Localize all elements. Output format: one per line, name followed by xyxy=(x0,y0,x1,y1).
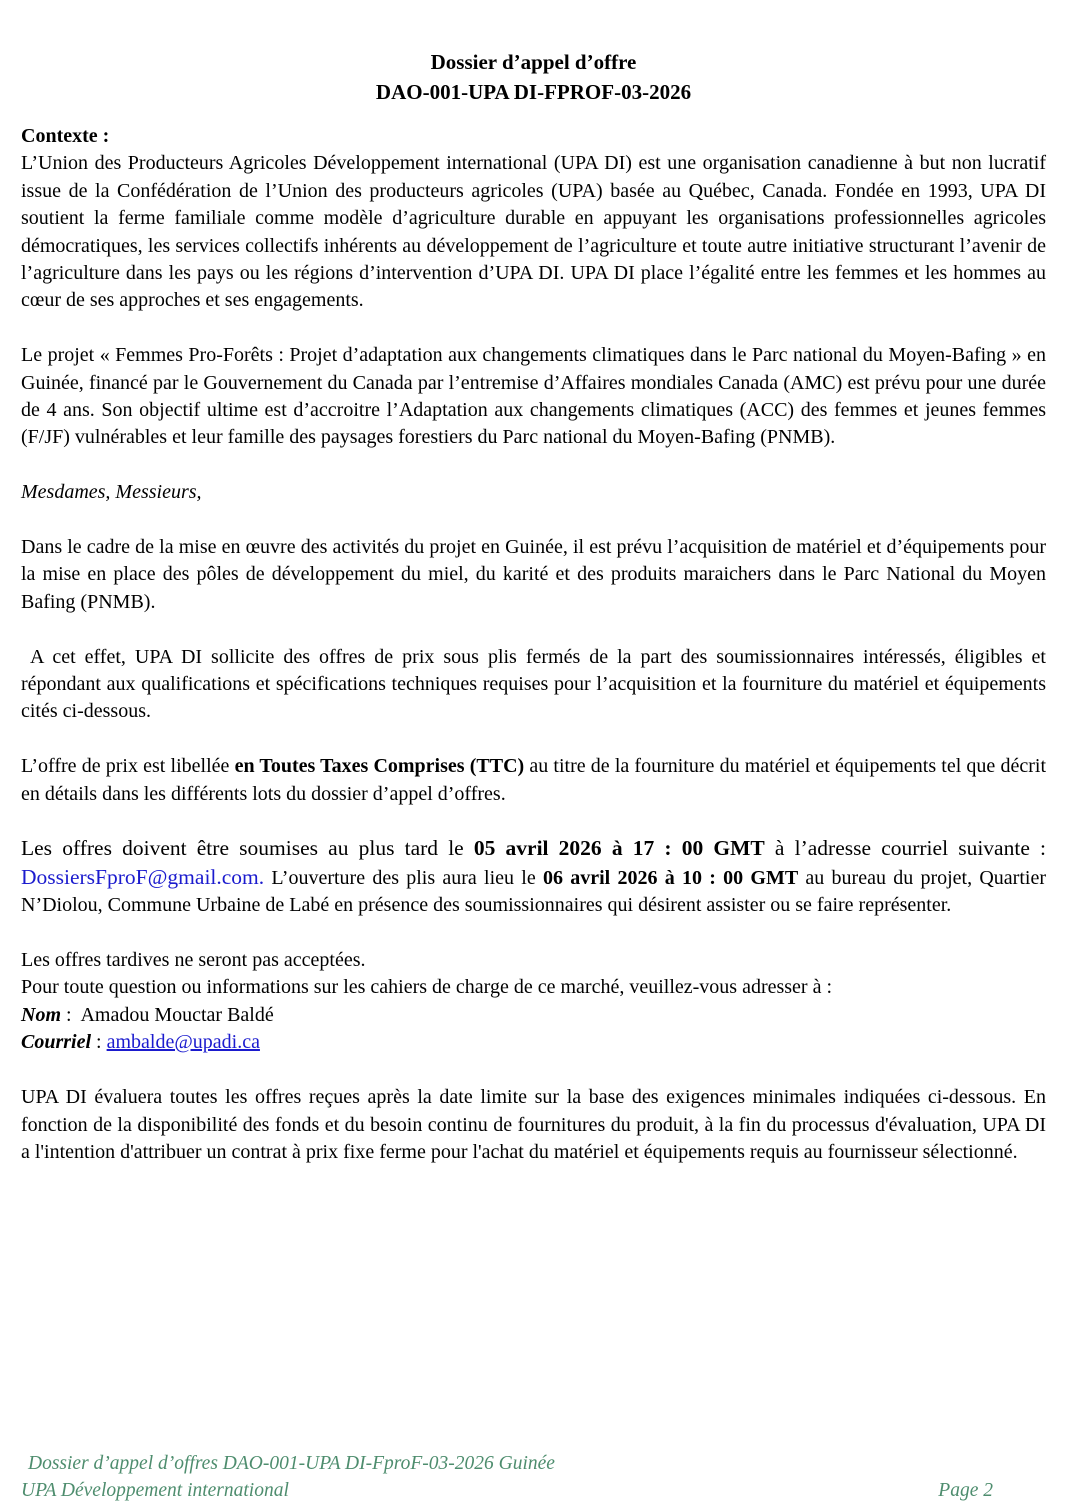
paragraph-solicitation: A cet effet, UPA DI sollicite des offres de prix sous plis fermés de la part des soumissionnaires intéressés, éligibles et répondant aux qualifications et spécifications techniques requises pour l’acquisition et la fourniture du matériel et équipements cités ci-dessous. xyxy=(21,645,1046,723)
email-link-ambalde[interactable]: ambalde@upadi.ca xyxy=(106,1031,260,1054)
text-run: à l’adresse courriel suivante : xyxy=(764,836,1046,861)
email-link-dossiers[interactable]: DossiersFproF@gmail.com. xyxy=(21,864,265,889)
bold-run-deadline-date: 05 avril 2026 à 17 : 00 GMT xyxy=(473,836,765,861)
paragraph-context: L’Union des Producteurs Agricoles Développement international (UPA DI) est une organisation canadienne à but non lucratif issue de la Confédération de l’Union des producteurs agricoles (UPA) basée au Québec, Canada. Fondée en 1993, UPA DI soutient la ferme familiale comme modèle d’agriculture durable en appuyant les organisations professionnelles agricoles démocratiques, les services collectifs inhérents au développement de l’agriculture et toute autre initiative structurant l’avenir de l’agriculture dans les pays ou les régions d’intervention d’UPA DI. UPA DI place l’égalité entre les femmes et les hommes au cœur de ses approches et ses engagements. xyxy=(21,152,1046,312)
footer-doc-reference: Dossier d’appel d’offres DAO-001-UPA DI-FproF-03-2026 Guinée xyxy=(28,1453,555,1474)
text-run: au titre de la fourniture du matériel et équipements tel que décrit en détails dans les différents lots du dossier d’appel d’offres. xyxy=(21,755,1047,805)
title-line-2: DAO-001-UPA DI-FPROF-03-2026 xyxy=(375,80,692,104)
text-run: : xyxy=(61,1003,81,1026)
paragraph-scope: Dans le cadre de la mise en œuvre des activités du projet en Guinée, il est prévu l’acquisition de matériel et d’équipements pour la mise en place des pôles de développement du miel, du karité et des produits maraichers dans le Parc National du Moyen Bafing (PNMB). xyxy=(21,536,1046,613)
text-run: Les offres doivent être soumises au plus tard le xyxy=(21,836,474,861)
contact-name-value: Amadou Mouctar Baldé xyxy=(80,1003,274,1026)
title-line-1: Dossier d’appel d’offre xyxy=(430,50,637,74)
text-run: : xyxy=(91,1031,107,1054)
text-run: L’offre de prix est libellée xyxy=(21,755,235,778)
paragraph-evaluation: UPA DI évaluera toutes les offres reçues après la date limite sur la base des exigences minimales indiquées ci-dessous. En fonction de la disponibilité des fonds et du besoin continu de fournitures du produit, à la fin du processus d'évaluation, UPA DI a l'intention d'attribuer un contrat à prix fixe ferme pour l'achat du matériel et équipements requis au fournisseur sélectionné. xyxy=(21,1086,1046,1163)
text-run: au bureau du projet, Quartier N’Diolou, Commune Urbaine de Labé en présence des soumissionnaires qui désirent assister ou se faire représenter. xyxy=(21,866,1046,917)
name-label: Nom xyxy=(21,1003,61,1026)
contact-name-line xyxy=(21,1002,1046,1029)
salutation: Mesdames, Messieurs, xyxy=(21,481,202,504)
paragraph-late-offers: Les offres tardives ne seront pas acceptées. xyxy=(21,949,366,972)
contact-intro: Pour toute question ou informations sur les cahiers de charge de ce marché, veuillez-vous adresser à : xyxy=(21,976,833,999)
text-run: L’ouverture des plis aura lieu le xyxy=(264,866,543,889)
contact-email-line xyxy=(21,1029,1046,1056)
bold-run-ttc: en Toutes Taxes Comprises (TTC) xyxy=(234,755,525,778)
contact-block xyxy=(21,974,1046,1056)
page-footer xyxy=(21,1450,1046,1504)
bold-run-opening-date: 06 avril 2026 à 10 : 00 GMT xyxy=(542,866,799,889)
email-label: Courriel xyxy=(21,1031,92,1054)
paragraph-deadline xyxy=(21,835,1046,919)
paragraph-project: Le projet « Femmes Pro-Forêts : Projet d’adaptation aux changements climatiques dans le Parc national du Moyen-Bafing » en Guinée, financé par le Gouvernement du Canada par l’entremise d’Affaires mondiales Canada (AMC) est prévu pour une durée de 4 ans. Son objectif ultime est d’accroitre l’Adaptation aux changements climatiques (ACC) des femmes et jeunes femmes (F/JF) vulnérables et leur famille des paysages forestiers du Parc national du Moyen-Bafing (PNMB). xyxy=(21,344,1046,449)
footer-page-number: Page 2 xyxy=(938,1480,993,1501)
section-heading-contexte: Contexte : xyxy=(21,125,110,147)
document-title xyxy=(21,47,1046,107)
footer-organization: UPA Développement international xyxy=(21,1480,289,1501)
footer-second-line xyxy=(21,1477,1046,1504)
paragraph-price xyxy=(21,753,1046,808)
